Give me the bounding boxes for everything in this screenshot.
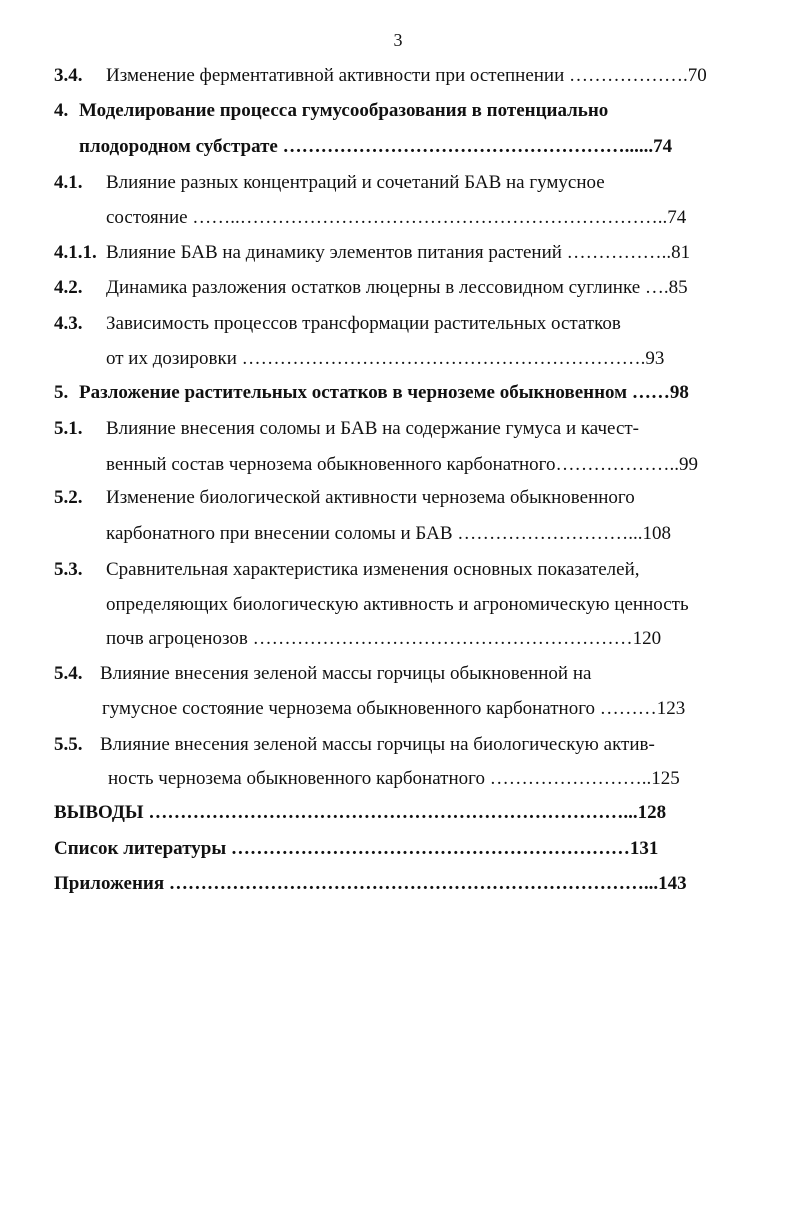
toc-entry-text: Разложение растительных остатков в черноземе обыкновенном ……98 [79,382,689,403]
toc-entry-text: Сравнительная характеристика изменения основных показателей, [106,559,640,580]
toc-entry-4-cont: плодородном субстрате ………………………………………………......74 [79,136,673,157]
toc-entry-5 [54,381,731,405]
toc-entry-3-4 [54,64,731,88]
toc-entry-conclusions: ВЫВОДЫ …………………………………………………………………...128 [54,802,667,823]
toc-entry-number: 4.1.1. [54,242,97,263]
toc-entry-4-1 [54,171,731,195]
toc-entry-number: 5.1. [54,418,83,439]
toc-entry-4 [54,99,731,123]
toc-entry-text: Влияние БАВ на динамику элементов питания растений ……………..81 [106,242,691,263]
toc-entry-text: Влияние разных концентраций и сочетаний БАВ на гумусное [106,172,605,193]
toc-entry-text: Зависимость процессов трансформации растительных остатков [106,313,621,334]
toc-entry-4-3-cont: от их дозировки ……………………………………………………….93 [106,348,665,369]
toc-entry-5-2-cont: карбонатного при внесении соломы и БАВ ………………………...108 [106,523,671,544]
toc-entry-number: 5.5. [54,734,83,755]
toc-entry-5-5-cont: ность чернозема обыкновенного карбонатного ……………………..125 [108,768,680,789]
toc-entry-number: 4.1. [54,172,83,193]
toc-entry-text: Влияние внесения зеленой массы горчицы на биологическую актив- [100,734,655,755]
toc-entry-number: 4.2. [54,277,83,298]
toc-entry-5-5 [54,733,731,757]
toc-entry-text: Изменение биологической активности чернозема обыкновенного [106,487,635,508]
toc-entry-number: 5.3. [54,559,83,580]
toc-entry-5-4-cont: гумусное состояние чернозема обыкновенного карбонатного ………123 [102,698,686,719]
toc-entry-number: 5.2. [54,487,83,508]
toc-entry-5-3 [54,558,731,582]
toc-entry-5-1 [54,417,731,441]
toc-entry-5-3-cont2: почв агроценозов ……………………………………………………120 [106,628,662,649]
toc-entry-number: 4.3. [54,313,83,334]
toc-entry-text: Влияние внесения соломы и БАВ на содержание гумуса и качест- [106,418,640,439]
toc-entry-references: Список литературы ………………………………………………………131 [54,838,659,859]
toc-entry-number: 4. [54,100,69,121]
toc-entry-text: Моделирование процесса гумусообразования в потенциально [79,100,609,121]
toc-entry-5-4 [54,662,731,686]
toc-entry-4-1-cont: состояние ……..…………………………………………………………..74 [106,207,687,228]
toc-entry-4-2 [54,276,731,300]
toc-entry-5-3-cont: определяющих биологическую активность и агрономическую ценность [106,594,689,615]
toc-entry-5-2 [54,486,731,510]
toc-entry-4-3 [54,312,731,336]
toc-entry-number: 3.4. [54,65,83,86]
toc-entry-text: Влияние внесения зеленой массы горчицы обыкновенной на [100,663,592,684]
page-number: 3 [393,30,403,50]
toc-entry-4-1-1 [54,241,731,265]
toc-entry-number: 5.4. [54,663,83,684]
toc-entry-number: 5. [54,382,69,403]
toc-entry-appendices: Приложения …………………………………………………………………...143 [54,873,687,894]
toc-entry-5-1-cont: венный состав чернозема обыкновенного карбонатного………………..99 [106,454,698,475]
toc-entry-text: Динамика разложения остатков люцерны в лессовидном суглинке ….85 [106,277,688,298]
toc-entry-text: Изменение ферментативной активности при остепнении ……………….70 [106,65,707,86]
